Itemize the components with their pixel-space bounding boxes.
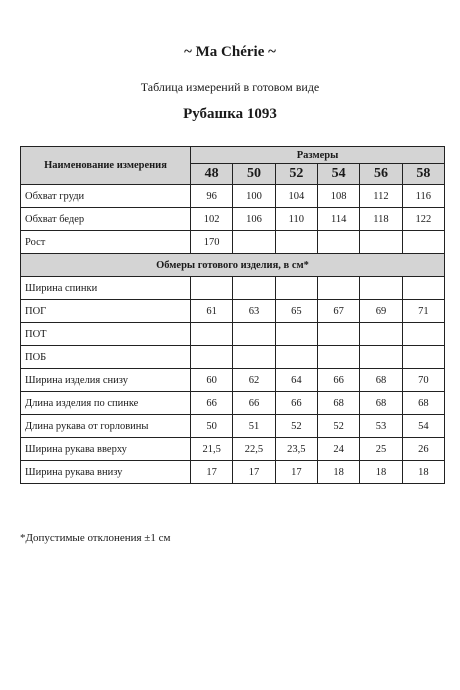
value-cell (233, 323, 275, 346)
value-cell: 66 (191, 392, 233, 415)
table-row (21, 346, 445, 369)
row-label: Длина изделия по спинке (21, 392, 191, 415)
value-cell (191, 346, 233, 369)
value-cell (191, 277, 233, 300)
value-cell (275, 323, 317, 346)
value-cell (317, 277, 359, 300)
row-label: Длина рукава от горловины (21, 415, 191, 438)
page-subtitle: Таблица измерений в готовом виде (140, 80, 320, 94)
brand-logo-text: ~ Ma Chérie ~ (184, 44, 276, 60)
value-cell (402, 231, 444, 254)
size-header-cell: 58 (402, 164, 444, 185)
value-cell: 51 (233, 415, 275, 438)
row-label: ПОТ (21, 323, 191, 346)
value-cell: 50 (191, 415, 233, 438)
value-cell: 25 (360, 438, 402, 461)
value-cell: 102 (191, 208, 233, 231)
value-cell (191, 323, 233, 346)
product-title: Рубашка 1093 (183, 106, 277, 122)
value-cell: 110 (275, 208, 317, 231)
value-cell: 22,5 (233, 438, 275, 461)
value-cell: 106 (233, 208, 275, 231)
measurement-name-header: Наименование измерения (21, 147, 191, 185)
value-cell: 68 (402, 392, 444, 415)
row-label: Ширина рукава вверху (21, 438, 191, 461)
value-cell (360, 323, 402, 346)
value-cell: 71 (402, 300, 444, 323)
value-cell: 52 (317, 415, 359, 438)
value-cell: 108 (317, 185, 359, 208)
value-cell: 17 (191, 461, 233, 484)
value-cell: 68 (360, 392, 402, 415)
value-cell: 18 (317, 461, 359, 484)
size-header-cell: 48 (191, 164, 233, 185)
value-cell: 53 (360, 415, 402, 438)
table-row (21, 231, 445, 254)
value-cell: 67 (317, 300, 359, 323)
size-header-cell: 54 (317, 164, 359, 185)
value-cell: 60 (191, 369, 233, 392)
table-row (21, 185, 445, 208)
value-cell: 100 (233, 185, 275, 208)
row-label: ПОГ (21, 300, 191, 323)
size-header-cell: 52 (275, 164, 317, 185)
size-chart-table (20, 146, 445, 484)
row-label: Обхват груди (21, 185, 191, 208)
value-cell: 66 (275, 392, 317, 415)
value-cell: 116 (402, 185, 444, 208)
value-cell: 64 (275, 369, 317, 392)
value-cell: 18 (360, 461, 402, 484)
value-cell: 114 (317, 208, 359, 231)
value-cell (360, 277, 402, 300)
sizes-header: Размеры (191, 147, 445, 164)
size-header-cell: 56 (360, 164, 402, 185)
table-row (21, 392, 445, 415)
table-row (21, 438, 445, 461)
value-cell: 62 (233, 369, 275, 392)
tolerance-note: *Допустимые отклонения ±1 см (20, 532, 171, 544)
value-cell: 23,5 (275, 438, 317, 461)
value-cell: 17 (233, 461, 275, 484)
size-header-cell: 50 (233, 164, 275, 185)
value-cell (233, 231, 275, 254)
table-row (21, 415, 445, 438)
row-label: Ширина рукава внизу (21, 461, 191, 484)
value-cell: 66 (317, 369, 359, 392)
value-cell: 52 (275, 415, 317, 438)
row-label: Обхват бедер (21, 208, 191, 231)
value-cell: 66 (233, 392, 275, 415)
value-cell (275, 277, 317, 300)
value-cell: 118 (360, 208, 402, 231)
value-cell: 21,5 (191, 438, 233, 461)
value-cell: 63 (233, 300, 275, 323)
value-cell: 54 (402, 415, 444, 438)
value-cell: 68 (317, 392, 359, 415)
value-cell: 65 (275, 300, 317, 323)
table-row (21, 461, 445, 484)
section-title: Обмеры готового изделия, в см* (21, 254, 445, 277)
table-row (21, 323, 445, 346)
value-cell (402, 277, 444, 300)
table-row (21, 208, 445, 231)
value-cell: 96 (191, 185, 233, 208)
row-label: Ширина спинки (21, 277, 191, 300)
table-row (21, 277, 445, 300)
value-cell: 68 (360, 369, 402, 392)
value-cell: 70 (402, 369, 444, 392)
value-cell (317, 323, 359, 346)
value-cell: 17 (275, 461, 317, 484)
value-cell: 69 (360, 300, 402, 323)
value-cell (317, 346, 359, 369)
value-cell (275, 346, 317, 369)
value-cell (402, 323, 444, 346)
value-cell (402, 346, 444, 369)
value-cell: 18 (402, 461, 444, 484)
value-cell (233, 277, 275, 300)
value-cell (233, 346, 275, 369)
value-cell: 112 (360, 185, 402, 208)
value-cell: 61 (191, 300, 233, 323)
row-label: ПОБ (21, 346, 191, 369)
value-cell: 26 (402, 438, 444, 461)
value-cell (360, 346, 402, 369)
value-cell (360, 231, 402, 254)
section-row (21, 254, 445, 277)
row-label: Ширина изделия снизу (21, 369, 191, 392)
value-cell: 104 (275, 185, 317, 208)
header-row (21, 147, 445, 164)
value-cell (317, 231, 359, 254)
value-cell: 170 (191, 231, 233, 254)
table-row (21, 300, 445, 323)
table-row (21, 369, 445, 392)
value-cell: 122 (402, 208, 444, 231)
value-cell (275, 231, 317, 254)
row-label: Рост (21, 231, 191, 254)
value-cell: 24 (317, 438, 359, 461)
